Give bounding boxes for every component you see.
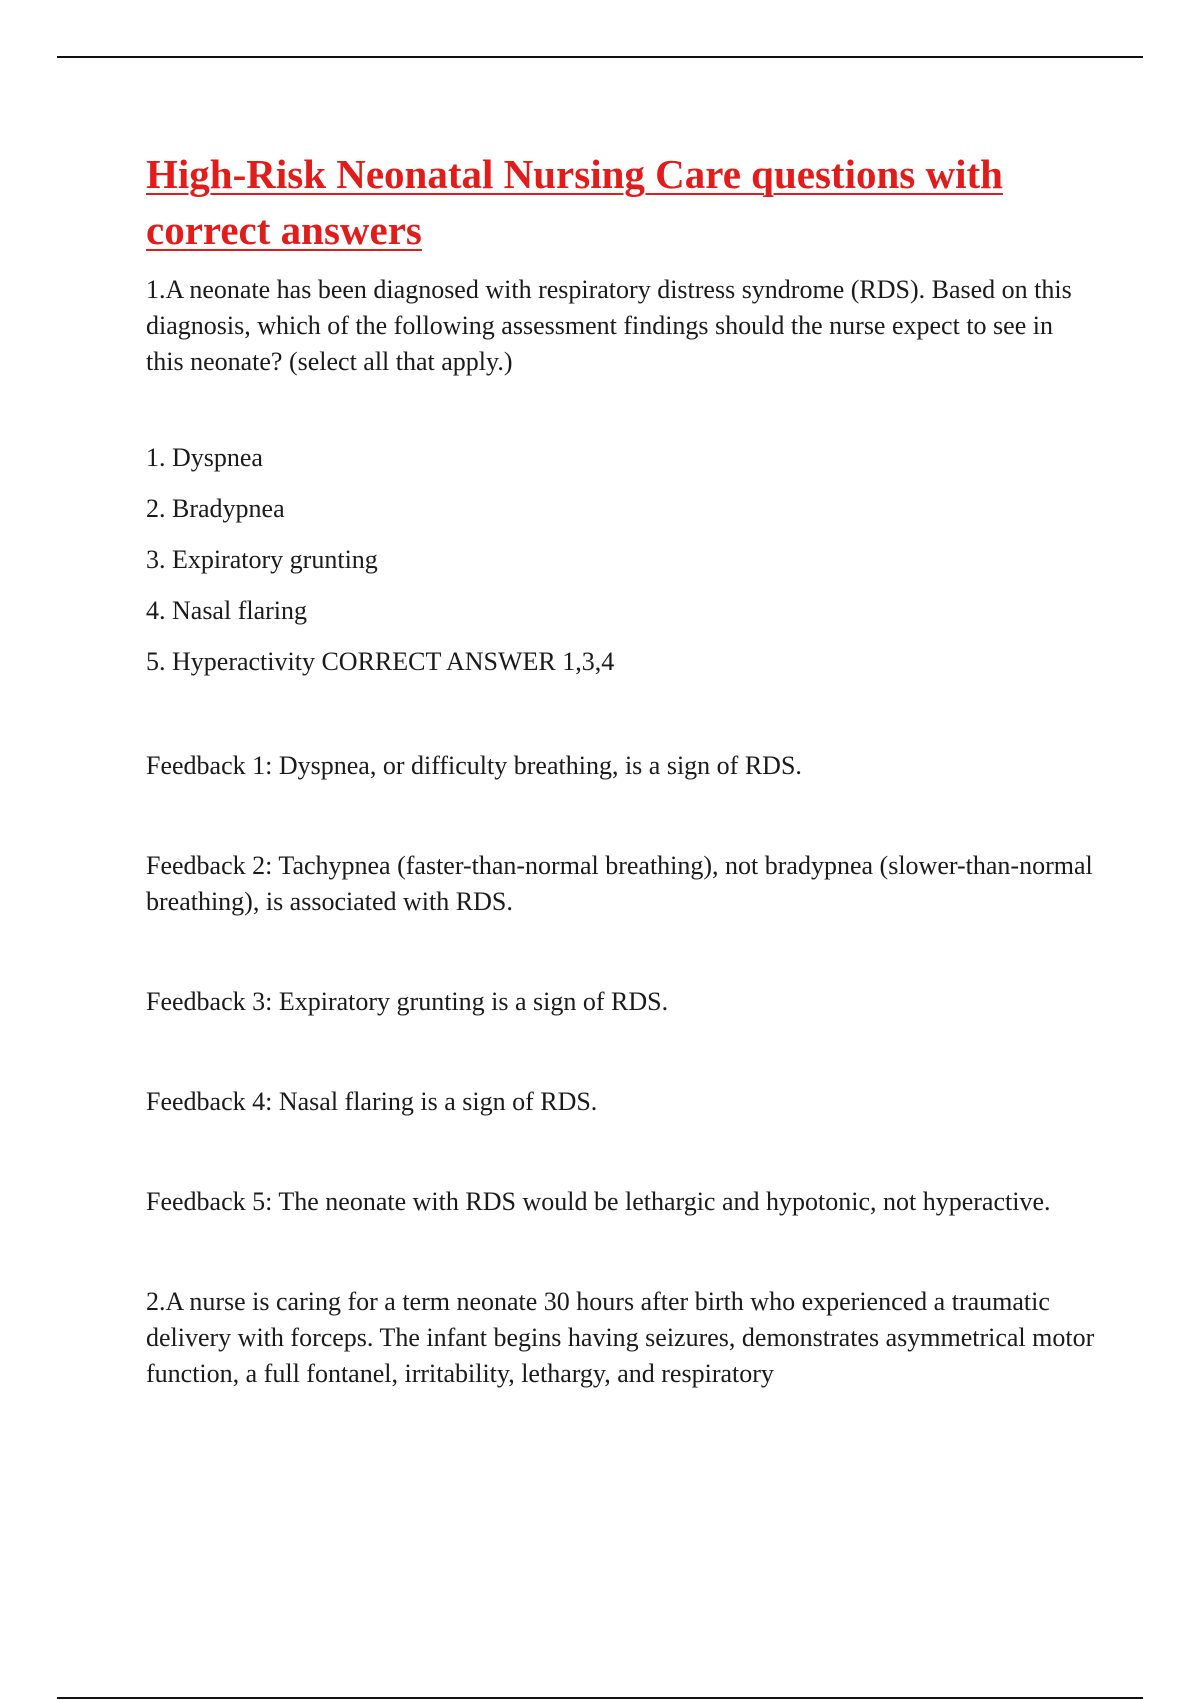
feedback-item: Feedback 4: Nasal flaring is a sign of RDS.: [146, 1087, 598, 1116]
option-item: [146, 542, 1096, 578]
correct-answer: CORRECT ANSWER 1,3,4: [321, 647, 615, 676]
option-label: 2. Bradypnea: [146, 494, 285, 523]
bottom-rule: [57, 1697, 1143, 1699]
feedback-item: Feedback 5: The neonate with RDS would be lethargic and hypotonic, not hyperactive.: [146, 1187, 1051, 1216]
question-2-text: 2.A nurse is caring for a term neonate 30 hours after birth who experienced a traumatic delivery with forceps. The infant begins having seizures, demonstrates asymmetrical motor function, a full fontanel, irritability, lethargy, and respiratory: [146, 1287, 1095, 1388]
top-rule: [57, 56, 1143, 58]
feedback-item: Feedback 1: Dyspnea, or difficulty breathing, is a sign of RDS.: [146, 751, 802, 780]
option-label: 4. Nasal flaring: [146, 596, 308, 625]
question-1-options: [146, 440, 1096, 680]
option-item: [146, 440, 1096, 476]
feedback-list: [146, 748, 1096, 1220]
option-label: 5. Hyperactivity: [146, 647, 315, 676]
option-label: 1. Dyspnea: [146, 443, 263, 472]
option-item: [146, 593, 1096, 629]
option-label: 3. Expiratory grunting: [146, 545, 378, 574]
document-title: High-Risk Neonatal Nursing Care questions with correct answers: [146, 151, 1003, 253]
document-body: [146, 146, 1096, 1392]
option-item: [146, 644, 1096, 680]
feedback-item: Feedback 2: Tachypnea (faster-than-normal breathing), not bradypnea (slower-than-normal breathing), is associated with RDS.: [146, 851, 1093, 916]
question-1-text: 1.A neonate has been diagnosed with respiratory distress syndrome (RDS). Based on this diagnosis, which of the following assessment findings should the nurse expect to see in this neonate? (select all that apply.): [146, 275, 1072, 376]
feedback-item: Feedback 3: Expiratory grunting is a sign of RDS.: [146, 987, 669, 1016]
option-item: [146, 491, 1096, 527]
